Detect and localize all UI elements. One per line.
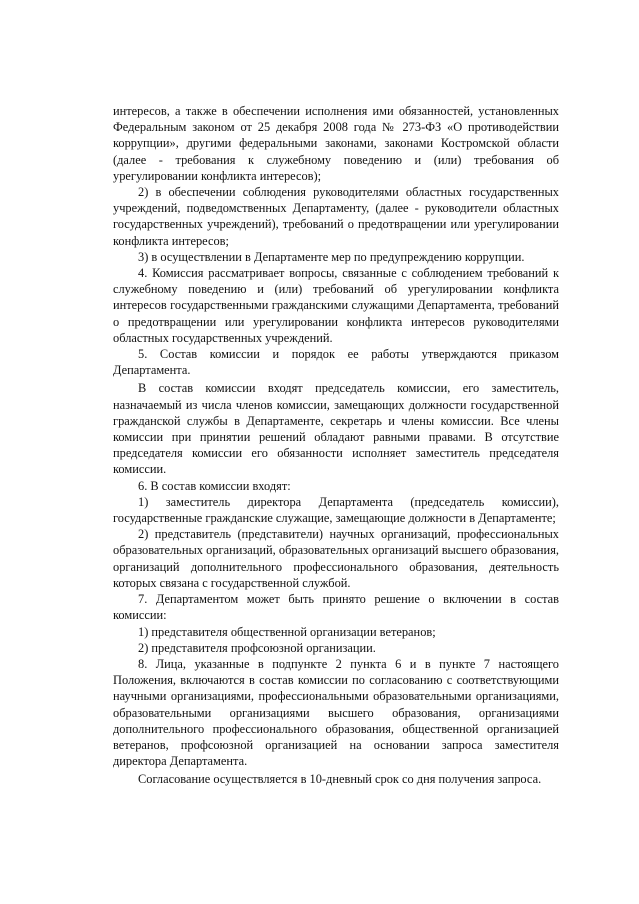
paragraph-clause-6-item-2: 2) представитель (представители) научных организаций, профессиональных образовательных организаций, образовательных организаций высшего образования, организаций дополнительного профессионального образования, деятельность которых связана с государственной службой. (113, 527, 559, 590)
paragraph-clause-7-item-2: 2) представителя профсоюзной организации. (138, 640, 376, 655)
paragraph-interests-continuation: интересов, а также в обеспечении исполнения ими обязанностей, установленных Федеральным законом от 25 декабря 2008 года № 273-ФЗ «О противодействии коррупции», другими федеральными законами, законами Костромской области (далее - требования к служебному поведению и (или) требования об урегулировании конфликта интересов); (113, 104, 559, 183)
paragraph-item-3-anticorruption: 3) в осуществлении в Департаменте мер по предупреждению коррупции. (138, 249, 525, 264)
paragraph-clause-6-item-1: 1) заместитель директора Департамента (председатель комиссии), государственные гражданские служащие, замещающие должности в Департаменте; (113, 494, 559, 526)
paragraph-clause-8: 8. Лица, указанные в подпункте 2 пункта 6 и в пункте 7 настоящего Положения, включаются в состав комиссии по согласованию с соответствующими научными организациями, профессиональными образовательными организациями, образовательными организациями высшего образования, организациями дополнительного профессионального образования, общественной организацией ветеранов, профсоюзной организацией на основании запроса заместителя директора Департамента. (113, 656, 559, 769)
paragraph-item-2-institutions: 2) в обеспечении соблюдения руководителями областных государственных учреждений, подведомственных Департаменту, (далее - руководители областных государственных учреждений), требований о предотвращении или урегулировании конфликта интересов; (113, 185, 559, 248)
paragraph-approval-term: Согласование осуществляется в 10-дневный срок со дня получения запроса. (138, 772, 542, 787)
paragraph-commission-composition: В состав комиссии входят председатель комиссии, его заместитель, назначаемый из числа членов комиссии, замещающих должности государственной гражданской службы в Департаменте, секретарь и члены комиссии. Все члены комиссии при принятии решений обладают равными правами. В отсутствие председателя комиссии его обязанности исполняет заместитель председателя комиссии. (113, 381, 559, 477)
document-body (113, 103, 559, 788)
paragraph-clause-5: 5. Состав комиссии и порядок ее работы утверждаются приказом Департамента. (113, 347, 559, 378)
paragraph-clause-4: 4. Комиссия рассматривает вопросы, связанные с соблюдением требований к служебному поведению и (или) требований об урегулировании конфликта интересов государственными гражданскими служащими Департамента, требований о предотвращении или урегулировании конфликта интересов руководителями областных государственных учреждений. (113, 266, 559, 345)
paragraph-clause-6: 6. В состав комиссии входят: (138, 478, 291, 493)
paragraph-clause-7-item-1: 1) представителя общественной организации ветеранов; (138, 624, 436, 639)
paragraph-clause-7: 7. Департаментом может быть принято решение о включении в состав комиссии: (113, 592, 559, 623)
